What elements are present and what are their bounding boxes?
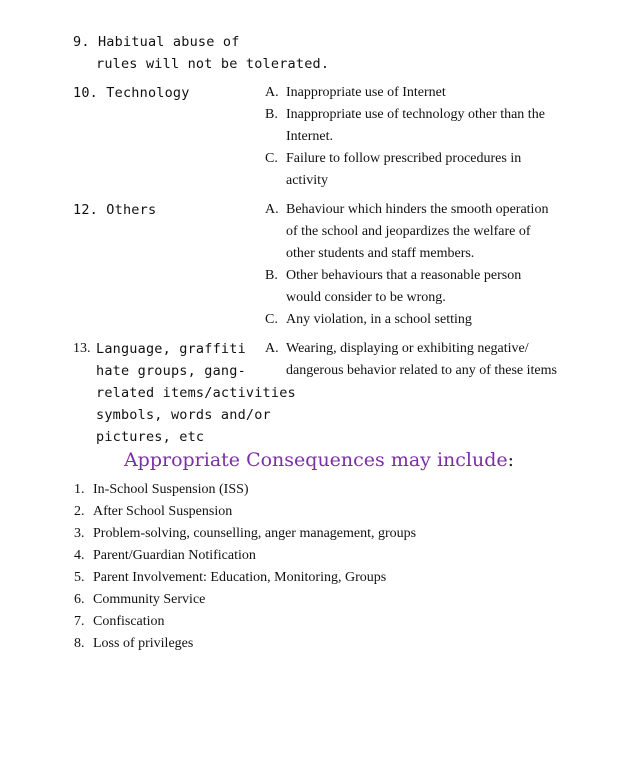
item-10-title: 10. Technology: [73, 85, 190, 101]
consequence-4-num: 4.: [74, 548, 85, 563]
consequences-heading: [0, 449, 638, 471]
item-13-title-line-4: symbols, words and/or: [96, 407, 271, 423]
item-13-title-line-1: Language, graffiti: [96, 341, 246, 357]
consequence-3-text: Problem-solving, counselling, anger management, groups: [93, 526, 417, 541]
consequence-3-num: 3.: [74, 526, 85, 541]
consequence-2-num: 2.: [74, 504, 85, 519]
item-13-title-line-5: pictures, etc: [96, 429, 205, 445]
consequence-1-text: In-School Suspension (ISS): [93, 482, 249, 497]
consequence-6-text: Community Service: [93, 592, 206, 607]
consequence-4-text: Parent/Guardian Notification: [93, 548, 256, 563]
consequence-7-num: 7.: [74, 614, 85, 629]
item-10-b-letter: B.: [265, 107, 278, 122]
item-10-a-text: Inappropriate use of Internet: [286, 85, 446, 100]
consequences-heading-text: Appropriate Consequences may include: [123, 449, 508, 471]
consequence-6-num: 6.: [74, 592, 85, 607]
consequence-1-num: 1.: [74, 482, 85, 497]
item-13-a-text-2: dangerous behavior related to any of these items: [286, 363, 557, 378]
item-9-title-line-2: rules will not be tolerated.: [96, 56, 330, 72]
item-12-c-letter: C.: [265, 312, 278, 327]
item-12-b-text-2: would consider to be wrong.: [286, 290, 446, 305]
item-12-b-letter: B.: [265, 268, 278, 283]
item-10-c-letter: C.: [265, 151, 278, 166]
consequence-8-num: 8.: [74, 636, 85, 651]
consequences-heading-colon: :: [507, 449, 515, 471]
item-13-a-letter: A.: [265, 341, 279, 356]
item-9-title-line-1: 9. Habitual abuse of: [73, 34, 240, 50]
item-13-title-line-2: hate groups, gang-: [96, 363, 246, 379]
item-10-b-text-2: Internet.: [286, 129, 334, 144]
item-12-a-text-1: Behaviour which hinders the smooth operation: [286, 202, 549, 217]
item-12-a-text-3: other students and staff members.: [286, 246, 475, 261]
consequence-5-text: Parent Involvement: Education, Monitoring, Groups: [93, 570, 387, 585]
item-13-title-line-3: related items/activities: [96, 385, 296, 401]
item-12-a-text-2: of the school and jeopardizes the welfare of: [286, 224, 531, 239]
consequence-8-text: Loss of privileges: [93, 636, 194, 651]
item-12-c-text: Any violation, in a school setting: [286, 312, 472, 327]
item-10-c-text-2: activity: [286, 173, 328, 188]
item-13-a-text-1: Wearing, displaying or exhibiting negative/: [286, 341, 529, 356]
item-10-b-text-1: Inappropriate use of technology other than the: [286, 107, 545, 122]
item-10-c-text-1: Failure to follow prescribed procedures in: [286, 151, 522, 166]
item-12-title: 12. Others: [73, 202, 157, 218]
consequence-2-text: After School Suspension: [93, 504, 233, 519]
consequence-7-text: Confiscation: [93, 614, 165, 629]
consequence-5-num: 5.: [74, 570, 85, 585]
item-10-a-letter: A.: [265, 85, 279, 100]
item-13-number: 13.: [73, 341, 91, 356]
item-12-b-text-1: Other behaviours that a reasonable person: [286, 268, 522, 283]
item-12-a-letter: A.: [265, 202, 279, 217]
